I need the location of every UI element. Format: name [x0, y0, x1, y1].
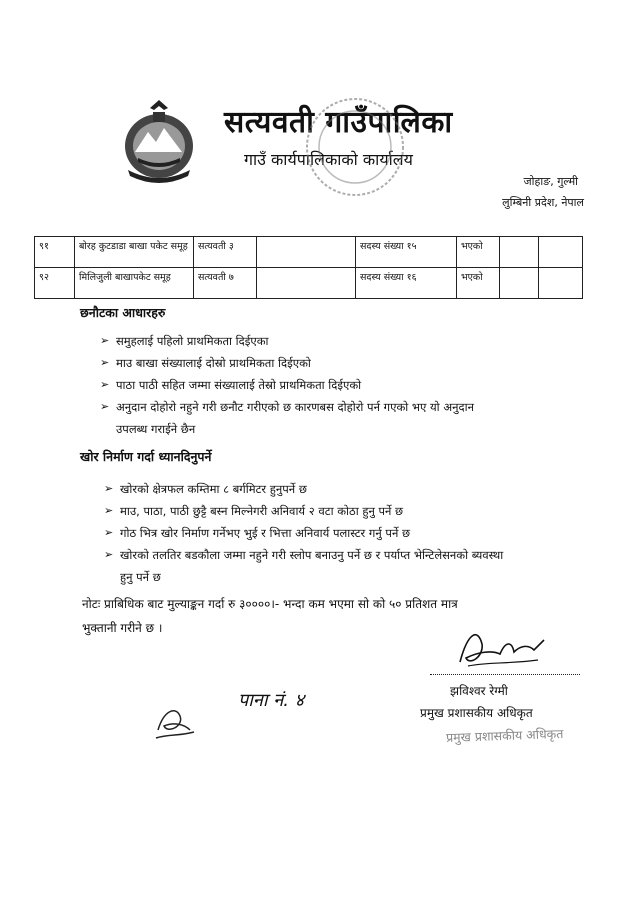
arrow-bullet-icon: ➢	[104, 504, 114, 517]
arrow-bullet-icon: ➢	[104, 548, 114, 561]
designation-stamp: प्रमुख प्रशासकीय अधिकृत	[445, 725, 564, 746]
row-serial: ९२	[35, 268, 75, 299]
row-blank	[257, 268, 356, 299]
row-empty-2	[539, 237, 583, 268]
list-item-continuation: हुनु पर्ने छ	[120, 570, 161, 584]
list-item	[100, 374, 560, 396]
row-empty-1	[500, 268, 539, 299]
signer-name: झविश्वर रेग्मी	[450, 684, 508, 698]
group-table	[34, 236, 583, 299]
list-item-text: अनुदान दोहोरो नहुने गरी छनौट गरीएको छ कारणबस दोहोरो पर्न गएको भए यो अनुदान	[116, 400, 474, 414]
list-item-text: खोरको क्षेत्रफल कम्तिमा ८ बर्गमिटर हुनुपर्ने छ	[120, 482, 307, 496]
row-group-name: मिलिजुली बाखापकेट समूह	[75, 268, 194, 299]
selection-list	[100, 330, 560, 440]
nepal-emblem-icon	[120, 100, 198, 184]
list-item	[100, 396, 560, 440]
page-number: पाना नं. ४	[238, 690, 305, 711]
list-item-text: समुहलाई पहिलो प्राथमिकता दिईएका	[116, 334, 269, 348]
row-members: सदस्य संख्या १६	[356, 268, 457, 299]
row-address: सत्यवती ३	[194, 237, 257, 268]
row-serial: ९१	[35, 237, 75, 268]
row-group-name: बोरह कुटडाडा बाखा पकेट समूह	[75, 237, 194, 268]
row-empty-1	[500, 237, 539, 268]
arrow-bullet-icon: ➢	[100, 400, 110, 413]
list-item	[104, 544, 574, 588]
arrow-bullet-icon: ➢	[104, 482, 114, 495]
signature-icon	[448, 622, 553, 678]
shed-list	[104, 478, 574, 588]
office-stamp-icon	[300, 92, 410, 202]
address-line-1: जोहाङ, गुल्मी	[523, 175, 578, 188]
arrow-bullet-icon: ➢	[100, 334, 110, 347]
list-item	[104, 500, 574, 522]
list-item	[100, 352, 560, 374]
list-item	[104, 478, 574, 500]
list-item-text: पाठा पाठी सहित जम्मा संख्यालाई तेस्रो प्राथमिकता दिईएको	[116, 378, 362, 392]
initials-icon	[150, 700, 198, 744]
shed-heading: खोर निर्माण गर्दा ध्यानदिनुपर्ने	[80, 449, 212, 464]
table-row	[35, 268, 583, 299]
selection-heading: छनौटका आधारहरु	[80, 305, 166, 320]
list-item	[100, 330, 560, 352]
list-item-text: माउ, पाठा, पाठी छुट्टै बस्न मिल्नेगरी अनिवार्य २ वटा कोठा हुनु पर्ने छ	[120, 504, 404, 518]
list-item-text: गोठ भित्र खोर निर्माण गर्नेभए भुई र भित्ता अनिवार्य पलास्टर गर्नु पर्ने छ	[120, 526, 411, 540]
signer-designation: प्रमुख प्रशासकीय अधिकृत	[420, 706, 533, 720]
list-item-text: खोरको तलतिर बडकौला जम्मा नहुने गरी स्लोप बनाउनु पर्ने छ र पर्याप्त भेन्टिलेसनको ब्यवस्था	[120, 548, 504, 562]
note-line-1: नोटः प्राबिधिक बाट मुल्याङ्कन गर्दा रु ३००००।- भन्दा कम भएमा सो को ५० प्रतिशत मात्र	[82, 597, 458, 611]
address-line-2: लुम्बिनी प्रदेश, नेपाल	[502, 196, 584, 209]
row-address: सत्यवती ७	[194, 268, 257, 299]
row-empty-2	[539, 268, 583, 299]
office-name: सत्यवती गाउँपालिका	[224, 105, 453, 140]
arrow-bullet-icon: ➢	[100, 356, 110, 369]
row-blank	[257, 237, 356, 268]
signature-line	[430, 674, 580, 675]
arrow-bullet-icon: ➢	[100, 378, 110, 391]
row-members: सदस्य संख्या १५	[356, 237, 457, 268]
arrow-bullet-icon: ➢	[104, 526, 114, 539]
office-subtitle: गाउँ कार्यपालिकाको कार्यालय	[244, 150, 413, 169]
list-item-continuation: उपलब्ध गराईने छैन	[116, 422, 196, 436]
table-row	[35, 237, 583, 268]
row-status: भएको	[457, 237, 500, 268]
row-status: भएको	[457, 268, 500, 299]
list-item-text: माउ बाखा संख्यालाई दोस्रो प्राथमिकता दिईएको	[116, 356, 311, 370]
list-item	[104, 522, 574, 544]
note-line-2: भुक्तानी गरीने छ ।	[82, 621, 163, 635]
